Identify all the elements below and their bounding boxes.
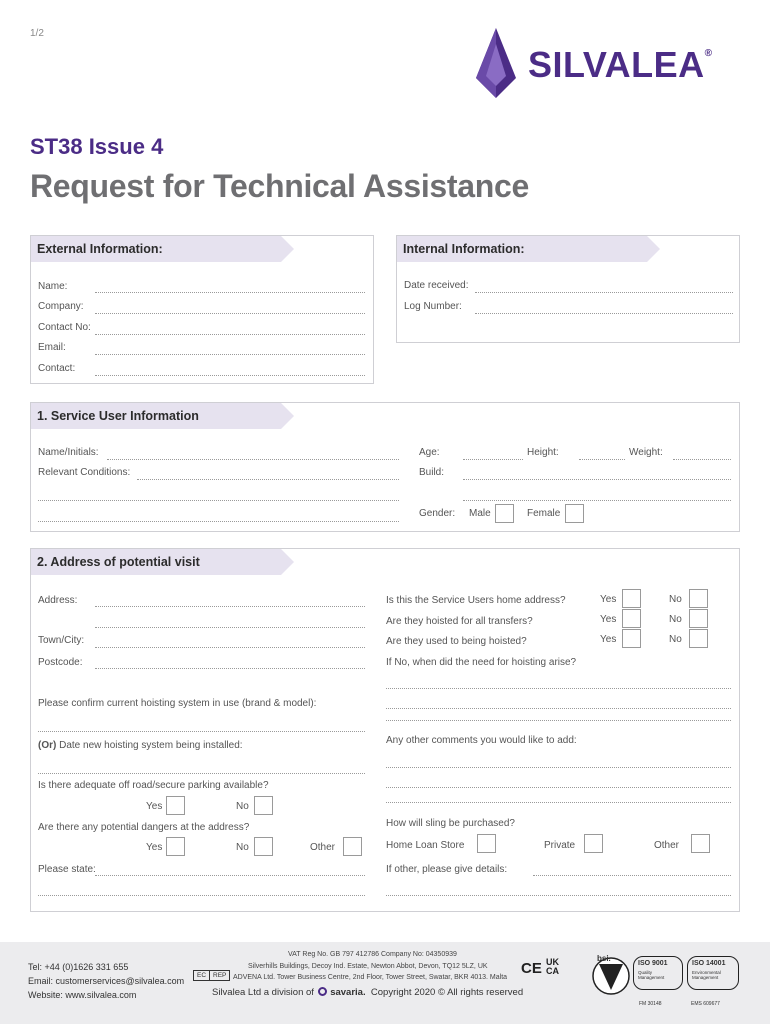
internal-information-section — [396, 235, 740, 343]
contact-no-field[interactable] — [95, 334, 365, 335]
build-label: Build: — [419, 467, 445, 478]
private-checkbox[interactable] — [584, 834, 603, 853]
please-state-label: Please state: — [38, 864, 96, 875]
hoisted-all-no-label: No — [669, 614, 682, 625]
used-to-hoisting-no-checkbox[interactable] — [689, 629, 708, 648]
name-field[interactable] — [95, 292, 365, 293]
address-field[interactable] — [95, 606, 365, 607]
hoisting-need-line-2[interactable] — [386, 708, 731, 709]
build-line-2[interactable] — [463, 500, 731, 501]
company-label: Company: — [38, 301, 84, 312]
other-comments-line-2[interactable] — [386, 787, 731, 788]
relevant-conditions-line-2[interactable] — [38, 500, 399, 501]
brand-logo — [472, 26, 742, 100]
parking-no-label: No — [236, 801, 249, 812]
relevant-conditions-line-3[interactable] — [38, 521, 399, 522]
home-address-no-checkbox[interactable] — [689, 589, 708, 608]
female-checkbox[interactable] — [565, 504, 584, 523]
iso-9001-number: FM 30148 — [639, 1001, 662, 1007]
home-loan-store-checkbox[interactable] — [477, 834, 496, 853]
section-banner: 1. Service User Information — [31, 403, 281, 429]
hoisting-need-line-3[interactable] — [386, 720, 731, 721]
iso-14001-badge: ISO 14001 Environmental Management — [687, 956, 739, 990]
home-address-yes-checkbox[interactable] — [622, 589, 641, 608]
new-system-date-label: (Or) Date new hoisting system being installed: — [38, 740, 243, 751]
company-field[interactable] — [95, 313, 365, 314]
sling-other-checkbox[interactable] — [691, 834, 710, 853]
dangers-question: Are there any potential dangers at the address? — [38, 822, 250, 833]
dangers-yes-label: Yes — [146, 842, 163, 853]
hoisting-need-line-1[interactable] — [386, 688, 731, 689]
bsi-kitemark-icon — [589, 950, 633, 998]
page-number: 1/2 — [30, 28, 44, 39]
contact-field[interactable] — [95, 375, 365, 376]
age-label: Age: — [419, 447, 440, 458]
external-information-section — [30, 235, 374, 384]
log-number-label: Log Number: — [404, 301, 462, 312]
please-state-line-2[interactable] — [38, 895, 365, 896]
if-other-details-line-2[interactable] — [386, 895, 731, 896]
footer-address: Silverhills Buildings, Decoy Ind. Estate, Newton Abbot, Devon, TQ12 5LZ, UK — [248, 963, 488, 970]
other-comments-label: Any other comments you would like to add: — [386, 735, 577, 746]
hoisted-all-question: Are they hoisted for all transfers? — [386, 616, 533, 627]
address-section — [30, 548, 740, 912]
age-field[interactable] — [463, 459, 523, 460]
other-comments-line-1[interactable] — [386, 767, 731, 768]
please-state-field[interactable] — [95, 875, 365, 876]
ec-rep-mark: EC REP — [193, 970, 230, 981]
ce-mark: CE — [521, 960, 542, 977]
date-received-field[interactable] — [475, 292, 733, 293]
parking-no-checkbox[interactable] — [254, 796, 273, 815]
parking-yes-label: Yes — [146, 801, 163, 812]
home-address-yes-label: Yes — [600, 594, 617, 605]
home-address-no-label: No — [669, 594, 682, 605]
weight-field[interactable] — [673, 459, 731, 460]
home-loan-store-label: Home Loan Store — [386, 840, 465, 851]
section-banner: External Information: — [31, 236, 281, 262]
male-label: Male — [469, 508, 491, 519]
dangers-other-label: Other — [310, 842, 336, 853]
brand-name: SILVALEA® — [528, 44, 713, 85]
confirm-hoisting-system-field[interactable] — [38, 731, 365, 732]
other-comments-line-3[interactable] — [386, 802, 731, 803]
copyright-line: Silvalea Ltd a division of savaria. Copyright 2020 © All rights reserved — [212, 987, 524, 998]
contact-label: Contact: — [38, 363, 76, 374]
new-system-date-field[interactable] — [38, 773, 365, 774]
service-user-section — [30, 402, 740, 532]
postcode-field[interactable] — [95, 668, 365, 669]
used-to-hoisting-question: Are they used to being hoisted? — [386, 636, 527, 647]
hoisted-all-yes-label: Yes — [600, 614, 617, 625]
section-banner: 2. Address of potential visit — [31, 549, 281, 575]
bsi-certifications — [589, 950, 739, 1007]
hoisting-need-question: If No, when did the need for hoisting arise? — [386, 657, 577, 668]
relevant-conditions-label: Relevant Conditions: — [38, 467, 131, 478]
date-received-label: Date received: — [404, 280, 469, 291]
bsi-label: bsi. — [597, 954, 611, 963]
footer-email[interactable]: Email: customerservices@silvalea.com — [28, 976, 185, 986]
page-title: Request for Technical Assistance — [30, 168, 530, 204]
dangers-other-checkbox[interactable] — [343, 837, 362, 856]
name-initials-label: Name/Initials: — [38, 447, 99, 458]
town-city-label: Town/City: — [38, 635, 85, 646]
sling-other-label: Other — [654, 840, 680, 851]
address-label: Address: — [38, 595, 78, 606]
postcode-label: Postcode: — [38, 657, 83, 668]
used-to-hoisting-yes-label: Yes — [600, 634, 617, 645]
footer-advena: ADVENA Ltd. Tower Business Centre, 2nd Floor, Tower Street, Swatar, BKR 4013. Malta — [233, 974, 508, 981]
name-initials-field[interactable] — [107, 459, 399, 460]
town-city-field[interactable] — [95, 647, 365, 648]
female-label: Female — [527, 508, 561, 519]
footer-tel: Tel: +44 (0)1626 331 655 — [28, 962, 129, 972]
private-label: Private — [544, 840, 576, 851]
dangers-yes-checkbox[interactable] — [166, 837, 185, 856]
relevant-conditions-field[interactable] — [137, 479, 399, 480]
gender-label: Gender: — [419, 508, 456, 519]
iso-9001-badge: ISO 9001 Quality Management — [633, 956, 683, 990]
used-to-hoisting-yes-checkbox[interactable] — [622, 629, 641, 648]
ukca-mark: UK CA — [546, 957, 559, 976]
dangers-no-checkbox[interactable] — [254, 837, 273, 856]
used-to-hoisting-no-label: No — [669, 634, 682, 645]
footer-website[interactable]: Website: www.silvalea.com — [28, 990, 137, 1000]
name-label: Name: — [38, 281, 68, 292]
if-other-details-label: If other, please give details: — [386, 864, 508, 875]
email-label: Email: — [38, 342, 66, 353]
height-field[interactable] — [579, 459, 625, 460]
iso-14001-number: EMS 609677 — [691, 1001, 720, 1007]
hoisted-all-yes-checkbox[interactable] — [622, 609, 641, 628]
address-line-2[interactable] — [95, 627, 365, 628]
parking-yes-checkbox[interactable] — [166, 796, 185, 815]
log-number-field[interactable] — [475, 313, 733, 314]
weight-label: Weight: — [629, 447, 663, 458]
silvalea-prism-logo-icon — [472, 26, 520, 100]
parking-question: Is there adequate off road/secure parking available? — [38, 780, 269, 791]
home-address-question: Is this the Service Users home address? — [386, 595, 566, 606]
section-banner: Internal Information: — [397, 236, 647, 262]
email-field[interactable] — [95, 354, 365, 355]
footer-vat: VAT Reg No. GB 797 412786 Company No: 04350939 — [288, 951, 457, 958]
confirm-hoisting-system-label: Please confirm current hoisting system in use (brand & model): — [38, 698, 317, 709]
savaria-logo-icon — [318, 987, 327, 996]
height-label: Height: — [527, 447, 559, 458]
dangers-no-label: No — [236, 842, 249, 853]
build-field[interactable] — [463, 479, 731, 480]
hoisted-all-no-checkbox[interactable] — [689, 609, 708, 628]
document-issue: ST38 Issue 4 — [30, 134, 164, 159]
if-other-details-field[interactable] — [533, 875, 731, 876]
male-checkbox[interactable] — [495, 504, 514, 523]
sling-purchase-question: How will sling be purchased? — [386, 818, 515, 829]
contact-no-label: Contact No: — [38, 322, 91, 333]
